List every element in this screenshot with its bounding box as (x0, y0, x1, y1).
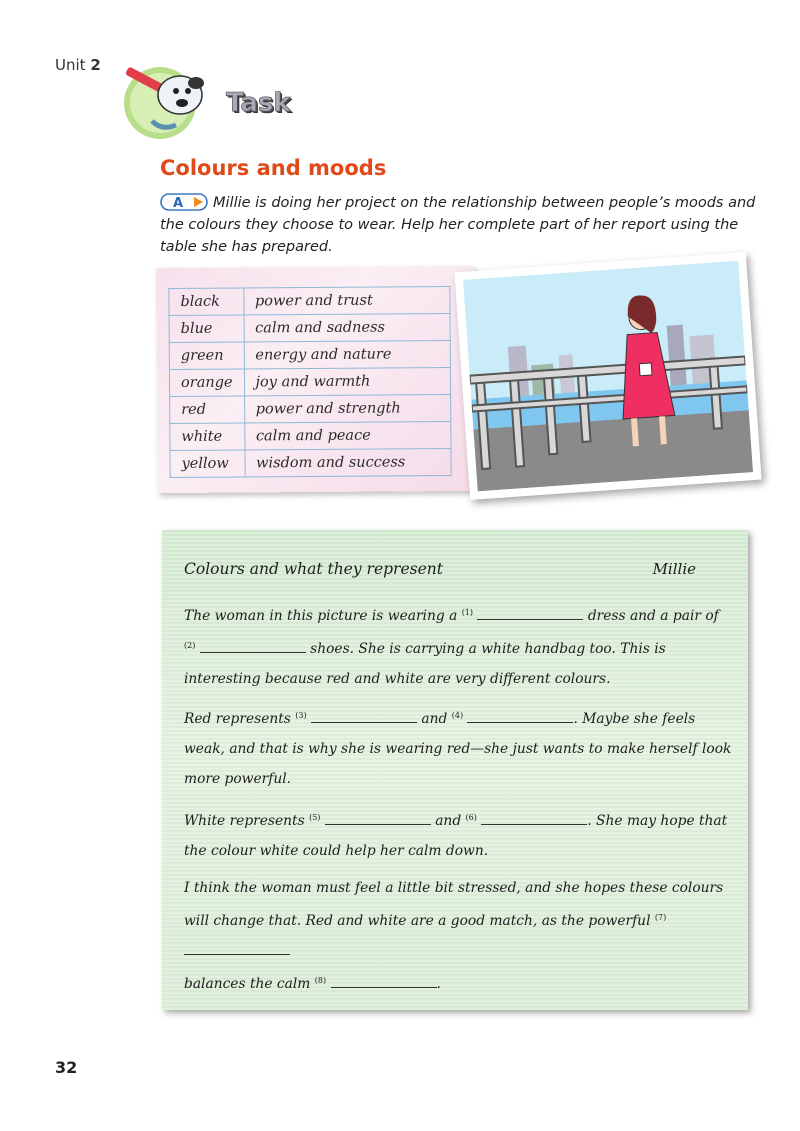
report-title: Colours and what they represent (184, 560, 443, 578)
report-paragraph-3: White represents $^{(5)}$ and $^{(6)}$ . She may hope that the colour white could help her calm down. (184, 813, 728, 859)
colour-name-cell: black (169, 288, 244, 316)
woman-on-pier-illustration (463, 261, 753, 492)
colour-table-row (170, 395, 451, 424)
colour-table-row (170, 449, 451, 478)
report-author: Millie (652, 560, 696, 578)
task-title: Task (226, 88, 291, 118)
unit-label: Unit 2 (55, 56, 101, 74)
colour-meaning-cell: power and trust (243, 287, 449, 315)
report-paragraph-4: I think the woman must feel a little bit stressed, and she hopes these colours will change that. Red and white are a good match, as the powerful $^{(7)}$ balances the calm $^{(8)}$ . (184, 880, 724, 992)
blank-8-input[interactable] (331, 975, 437, 988)
report-paragraph-1: The woman in this picture is wearing a $^{(1)}$ dress and a pair of $^{(2)}$ shoes. She is carrying a white handbag too. This is interesting because red and white are very different colours. (184, 608, 719, 687)
colour-name-cell: blue (169, 315, 244, 343)
blank-4-input[interactable] (467, 710, 573, 723)
colour-table-row (169, 287, 450, 316)
report-paragraph-2: Red represents $^{(3)}$ and $^{(4)}$ . Maybe she feels weak, and that is why she is wearing red—she just wants to make herself look more powerful. (184, 711, 732, 787)
colour-name-cell: orange (169, 369, 244, 397)
colour-meaning-cell: power and strength (244, 395, 450, 423)
colour-table-row (169, 314, 450, 343)
blank-3-input[interactable] (311, 710, 417, 723)
colour-table-card (156, 266, 476, 493)
colour-name-cell: green (169, 342, 244, 370)
colour-table-row (169, 368, 450, 397)
section-title: Colours and moods (160, 156, 387, 180)
colour-table-row (169, 341, 450, 370)
colour-name-cell: white (170, 423, 245, 451)
colour-meaning-cell: calm and peace (244, 422, 450, 450)
colour-name-cell: red (170, 396, 245, 424)
colour-name-cell: yellow (170, 450, 245, 478)
intro-text: Millie is doing her project on the relationship between people’s moods and the colours they choose to wear. Help her complete part of her report using the table she has prepared. (160, 195, 756, 255)
page-number: 32 (55, 1058, 78, 1077)
colour-table-row (170, 422, 451, 451)
blank-7-input[interactable] (184, 942, 290, 955)
report-card (162, 530, 748, 1010)
blank-6-input[interactable] (481, 812, 587, 825)
report-header (184, 560, 696, 578)
colour-table (168, 286, 451, 478)
colour-meaning-cell: calm and sadness (244, 314, 450, 342)
colour-meaning-cell: wisdom and success (245, 449, 451, 477)
blank-2-input[interactable] (200, 640, 306, 653)
colour-meaning-cell: joy and warmth (244, 368, 450, 396)
task-mascot-icon (118, 57, 218, 143)
colour-meaning-cell: energy and nature (244, 341, 450, 369)
photo-frame (454, 252, 761, 500)
svg-text:A: A (173, 196, 184, 211)
blank-5-input[interactable] (325, 812, 431, 825)
blank-1-input[interactable] (477, 607, 583, 620)
